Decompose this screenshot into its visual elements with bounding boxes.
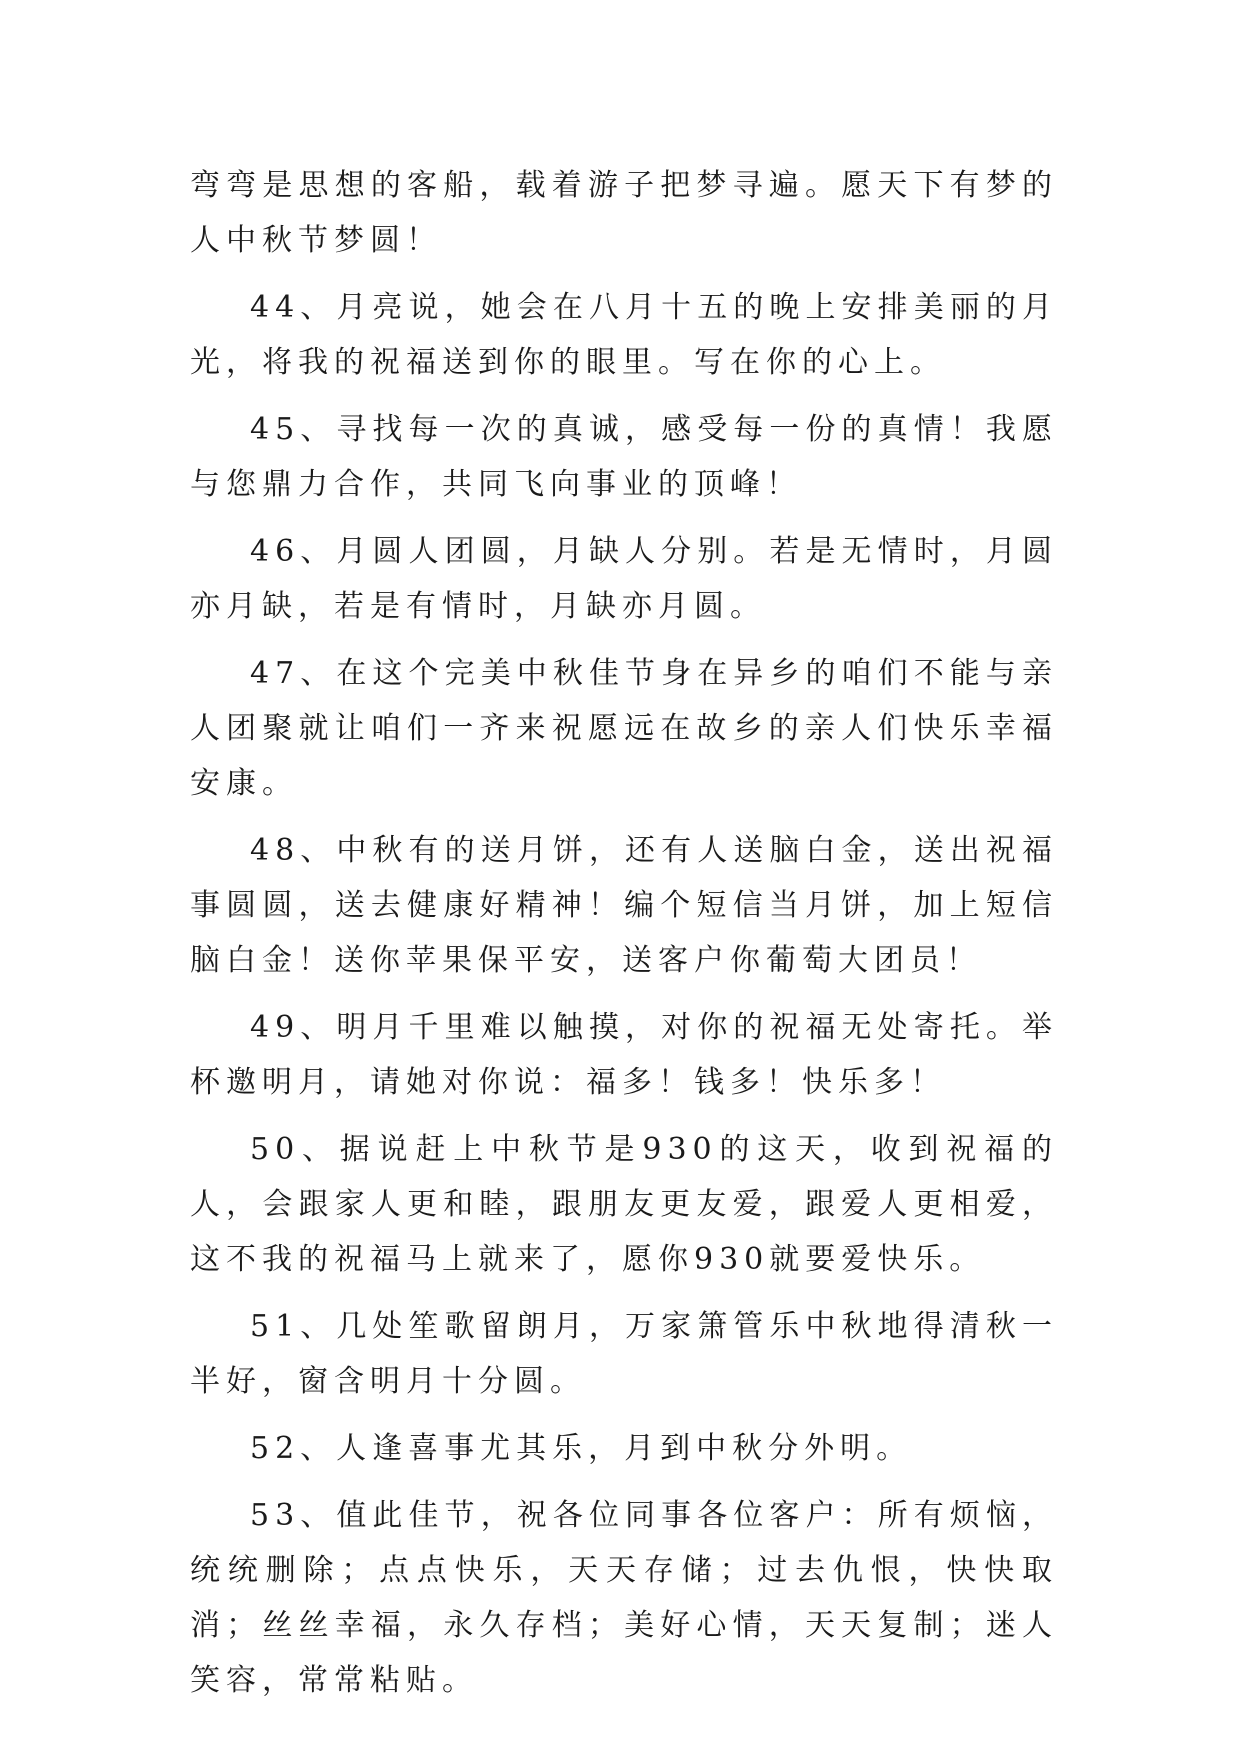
- paragraph-48: 48、中秋有的送月饼，还有人送脑白金，送出祝福事圆圆，送去健康好精神！编个短信当月饼，加上短信脑白金！送你苹果保平安，送客户你葡萄大团员！: [190, 833, 1058, 978]
- paragraph-53: 53、值此佳节，祝各位同事各位客户：所有烦恼，统统删除；点点快乐，天天存储；过去仇恨，快快取消；丝丝幸福，永久存档；美好心情，天天复制；迷人笑容，常常粘贴。: [190, 1498, 1058, 1698]
- paragraph-47: 47、在这个完美中秋佳节身在异乡的咱们不能与亲人团聚就让咱们一齐来祝愿远在故乡的亲人们快乐幸福安康。: [190, 656, 1058, 801]
- paragraph-45: 45、寻找每一次的真诚，感受每一份的真情！我愿与您鼎力合作，共同飞向事业的顶峰！: [190, 412, 1058, 502]
- paragraph-continued: 弯弯是思想的客船，载着游子把梦寻遍。愿天下有梦的人中秋节梦圆！: [190, 168, 1058, 258]
- paragraph-50: 50、据说赶上中秋节是930的这天，收到祝福的人，会跟家人更和睦，跟朋友更友爱，跟爱人更相爱，这不我的祝福马上就来了，愿你930就要爱快乐。: [190, 1132, 1058, 1277]
- paragraph-44: 44、月亮说，她会在八月十五的晚上安排美丽的月光，将我的祝福送到你的眼里。写在你的心上。: [190, 290, 1058, 380]
- paragraph-51: 51、几处笙歌留朗月，万家箫管乐中秋地得清秋一半好，窗含明月十分圆。: [190, 1309, 1058, 1399]
- paragraph-46: 46、月圆人团圆，月缺人分别。若是无情时，月圆亦月缺，若是有情时，月缺亦月圆。: [190, 534, 1058, 624]
- paragraph-52: 52、人逢喜事尤其乐，月到中秋分外明。: [250, 1431, 913, 1466]
- paragraph-49: 49、明月千里难以触摸，对你的祝福无处寄托。举杯邀明月，请她对你说：福多！钱多！快乐多！: [190, 1010, 1058, 1100]
- document-body: [190, 158, 1058, 1708]
